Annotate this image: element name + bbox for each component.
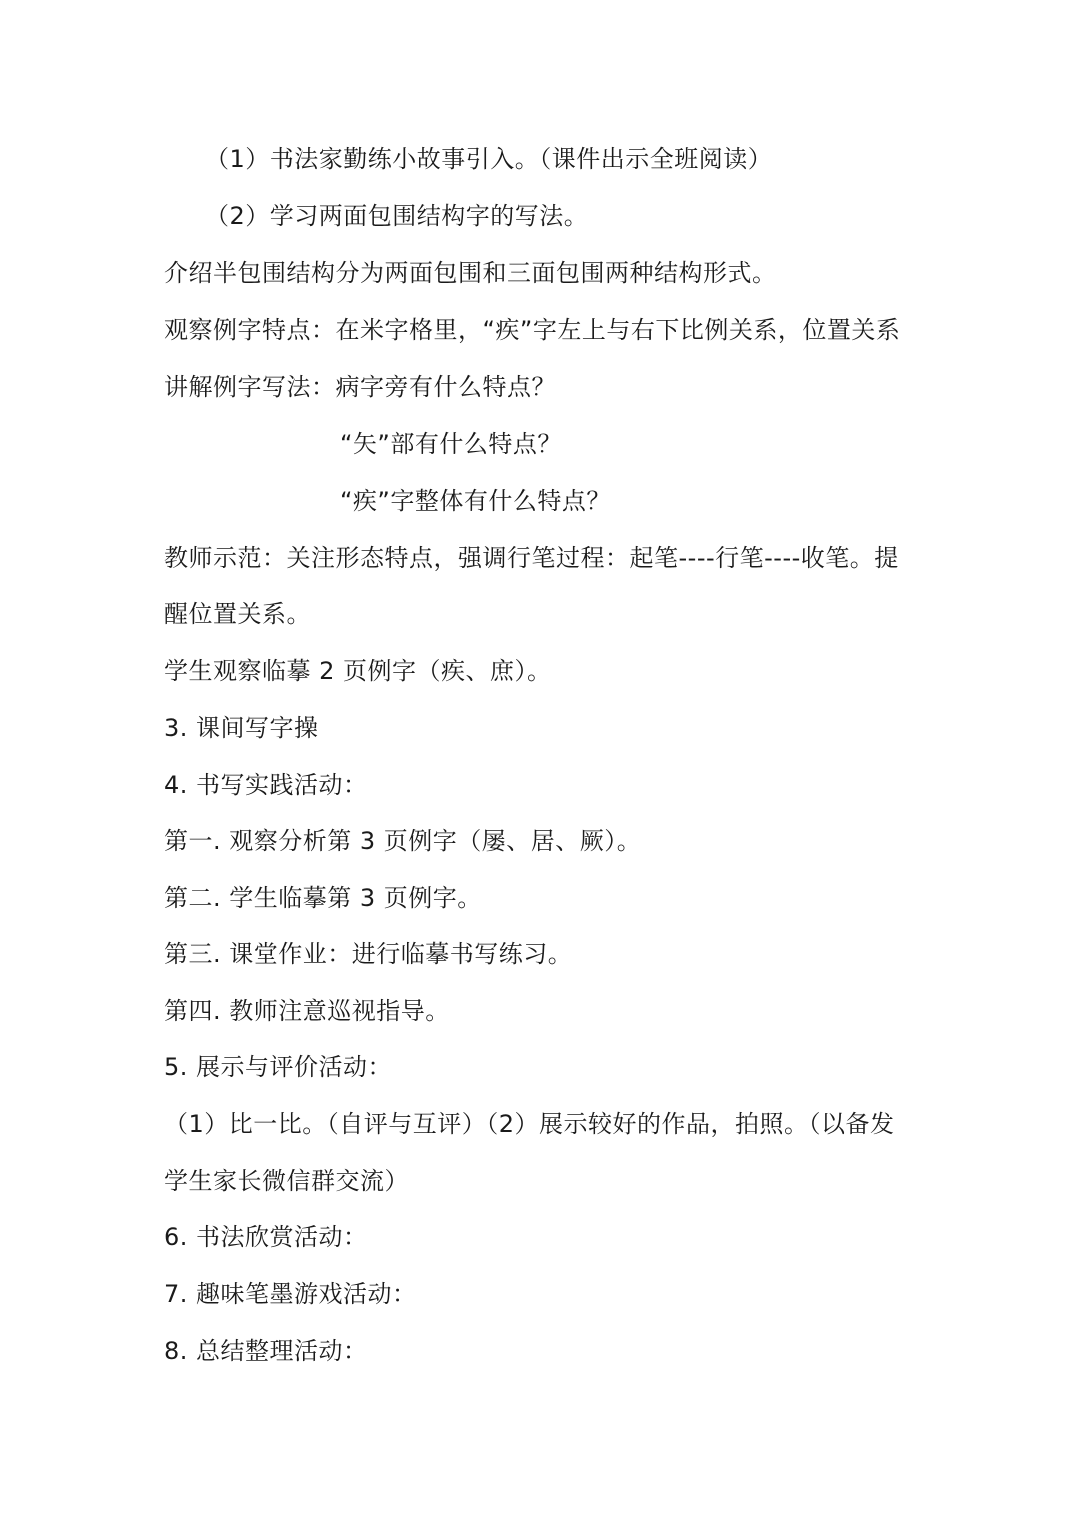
text-line: 学生家长微信群交流） [164, 1167, 409, 1195]
numbered-heading: 7. 趣味笔墨游戏活动： [164, 1280, 417, 1308]
text-line: （1）比一比。（自评与互评）（2）展示较好的作品，拍照。（以备发 [164, 1110, 895, 1138]
list-item: 第二. 学生临摹第 3 页例字。 [164, 884, 482, 912]
numbered-heading: 4. 书写实践活动： [164, 771, 368, 799]
text-line: “疾”字整体有什么特点？ [340, 487, 611, 515]
text-line: （2）学习两面包围结构字的写法。 [205, 202, 589, 230]
list-item: 第四. 教师注意巡视指导。 [164, 997, 450, 1025]
text-line: 观察例字特点：在米字格里，“疾”字左上与右下比例关系，位置关系 [164, 316, 901, 344]
list-item: 第三. 课堂作业：进行临摹书写练习。 [164, 940, 573, 968]
list-item: 第一. 观察分析第 3 页例字（屡、居、厥）。 [164, 827, 642, 855]
numbered-heading: 8. 总结整理活动： [164, 1337, 368, 1365]
numbered-heading: 5. 展示与评价活动： [164, 1053, 393, 1081]
text-line: 教师示范：关注形态特点，强调行笔过程：起笔----行笔----收笔。提 [164, 544, 899, 572]
numbered-heading: 6. 书法欣赏活动： [164, 1223, 368, 1251]
text-line: 介绍半包围结构分为两面包围和三面包围两种结构形式。 [164, 259, 777, 287]
text-line: “矢”部有什么特点？ [340, 430, 562, 458]
text-line: 醒位置关系。 [164, 600, 311, 628]
text-line: 学生观察临摹 2 页例字（疾、庶）。 [164, 657, 552, 685]
text-line: 讲解例字写法：病字旁有什么特点？ [164, 373, 556, 401]
text-line: （1）书法家勤练小故事引入。（课件出示全班阅读） [205, 145, 773, 173]
numbered-heading: 3. 课间写字操 [164, 714, 319, 742]
